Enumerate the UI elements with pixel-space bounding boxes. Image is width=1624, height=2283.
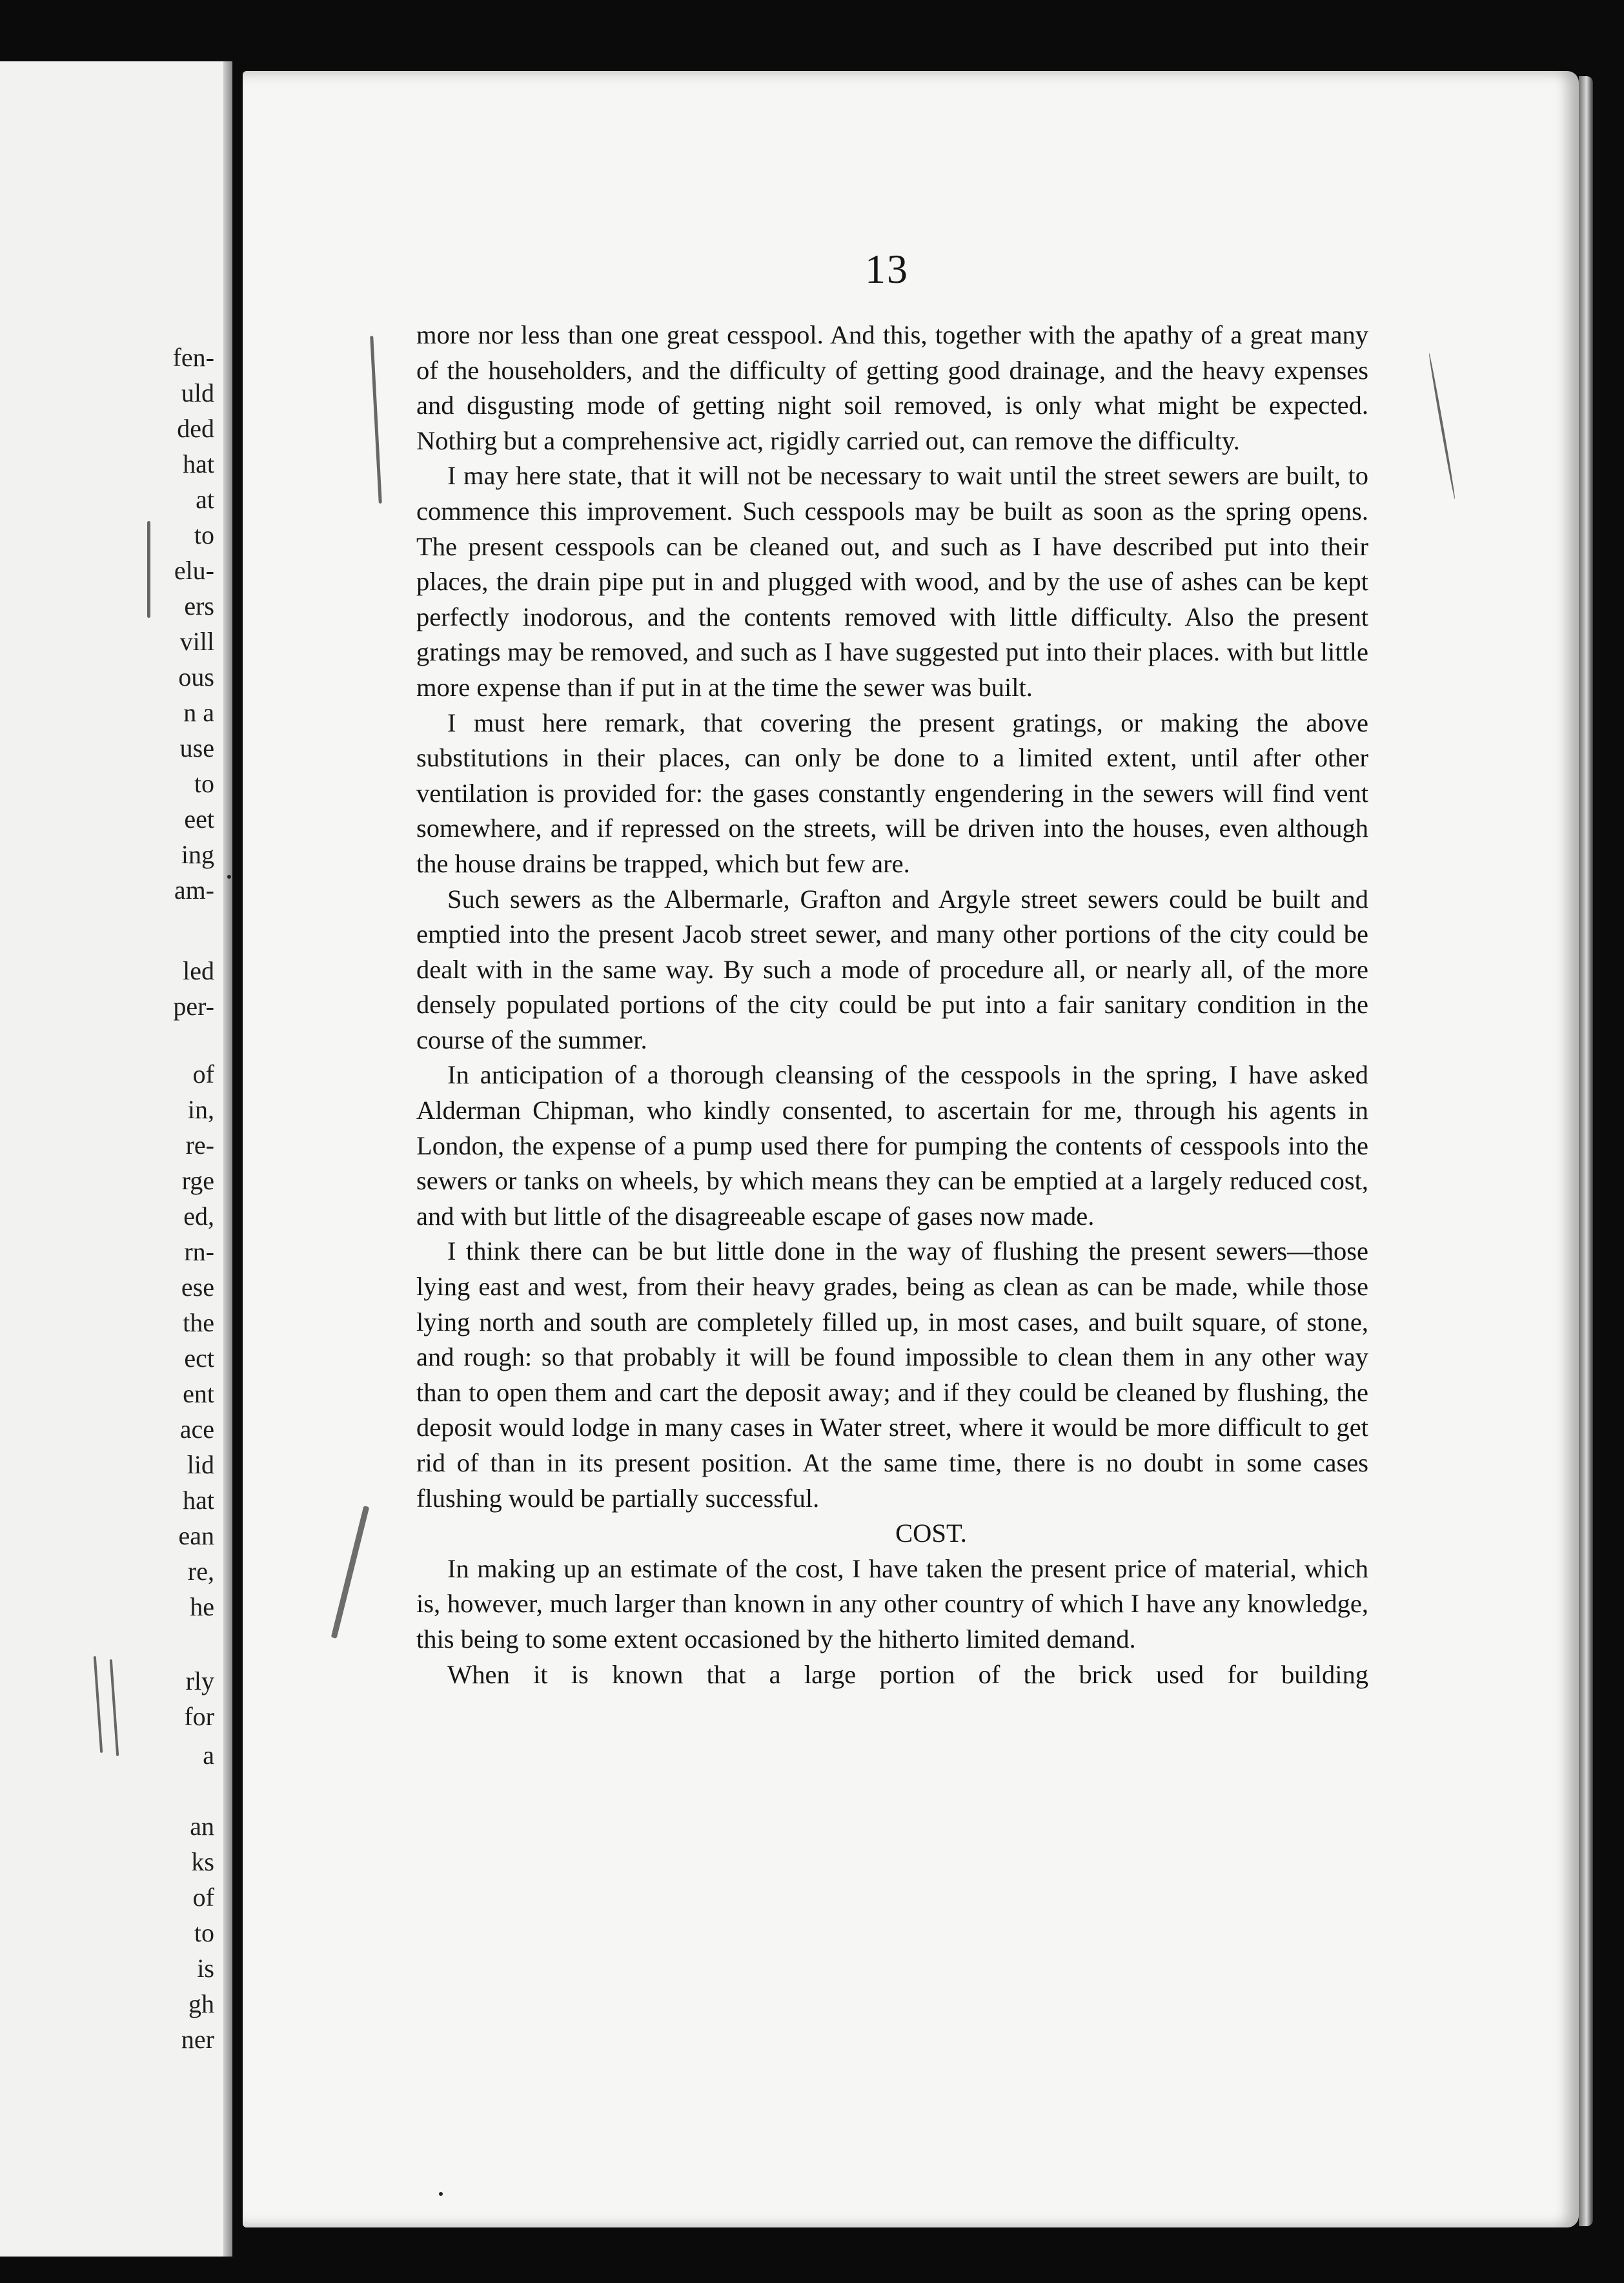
left-fragment: a <box>203 1741 214 1770</box>
left-fragment: an <box>190 1812 214 1841</box>
paragraph: Such sewers as the Albermarle, Grafton and Argyle street sewers could be built and emptied into the present Jacob street sewer, and many other portions of the city could be dealt with in the same way. By such a mode of procedure all, or nearly all, of the more densely populated portions of the city could be put into a fair sanitary condition in the course of the summer. <box>416 884 1368 1054</box>
left-fragment: hat <box>183 449 214 478</box>
left-facing-page <box>0 61 232 2257</box>
left-fragment: of <box>192 1883 214 1912</box>
paragraph: I think there can be but little done in the way of flushing the present sewers—those lying east and west, from their heavy grades, being as clean as can be made, while those lying north and south are completely filled up, in most cases, and built square, of stone, and rough: so that probably it will be found impossible to clean them in any other way than to open them and cart the deposit away; and if they could be cleaned by flushing, the deposit would lodge in many cases in Water street, where it would be more difficult to get rid of than in its present position. At the same time, there is no doubt in some cases flushing would be partially successful. <box>416 1236 1368 1513</box>
left-fragment: gh <box>188 1989 214 2018</box>
left-fragment: eet <box>184 804 214 834</box>
left-fragment: for <box>184 1702 214 1731</box>
left-fragment: the <box>183 1308 214 1337</box>
left-fragment: ers <box>184 591 214 620</box>
left-fragment: ean <box>178 1521 214 1550</box>
left-fragment: ect <box>184 1344 214 1373</box>
left-fragment: n a <box>183 698 214 727</box>
left-fragment: led <box>183 956 214 985</box>
left-fragment: ner <box>181 2025 214 2054</box>
left-fragment: at <box>196 485 214 514</box>
left-fragment: fen- <box>172 343 214 372</box>
left-fragment: to <box>194 1918 214 1947</box>
left-fragment: re- <box>185 1131 214 1160</box>
page-number: 13 <box>865 246 909 292</box>
left-fragment: ent <box>183 1379 214 1408</box>
left-fragment: vill <box>179 627 214 656</box>
left-fragment: per- <box>173 992 214 1021</box>
section-heading: COST. <box>895 1519 967 1548</box>
page-edge <box>1579 76 1593 2226</box>
left-fragment: ed, <box>183 1202 214 1231</box>
left-fragment: hat <box>183 1486 214 1515</box>
left-fragment: to <box>194 520 214 549</box>
left-fragment: ous <box>178 662 214 691</box>
left-fragment: is <box>197 1954 214 1983</box>
left-page-line-fragments <box>0 61 232 2257</box>
paragraph: When it is known that a large portion of the brick used for building <box>447 1659 1368 1689</box>
left-fragment: re, <box>187 1557 214 1586</box>
left-fragment: rly <box>185 1666 214 1695</box>
left-fragment: uld <box>181 378 214 407</box>
paragraph: In anticipation of a thorough cleansing of the cesspools in the spring, I have asked Alderman Chipman, who kindly consented, to ascertain for me, through his agents in London, the expense of a pump used there for pumping the contents of cesspools into the sewers or tanks on wheels, by which means they can be emptied at a largely reduced cost, and with but little of the disagreeable escape of gases now made. <box>416 1060 1368 1231</box>
left-fragment: lid <box>187 1450 214 1479</box>
left-fragment: rn- <box>184 1237 214 1266</box>
left-fragment: he <box>190 1592 214 1621</box>
left-fragment: to <box>194 769 214 798</box>
left-fragment: ded <box>177 414 214 443</box>
binding-mark <box>227 875 231 879</box>
left-fragment: ks <box>191 1847 214 1876</box>
paragraph: more nor less than one great cesspool. And this, together with the apathy of a great many of the householders, and the difficulty of getting good drainage, and the heavy expenses and disgusting mode of getting night soil removed, is only what might be expected. Nothirg but a comprehensive act, rigidly carried out, can remove the difficulty. <box>416 320 1368 455</box>
left-fragment: ing <box>181 840 214 869</box>
left-fragment: rge <box>181 1166 214 1195</box>
body-text <box>416 318 1368 1692</box>
left-fragment: ace <box>179 1415 214 1444</box>
pencil-mark <box>147 521 150 618</box>
left-fragment: ese <box>181 1273 214 1302</box>
left-fragment: in, <box>187 1095 214 1124</box>
paragraph: In making up an estimate of the cost, I have taken the present price of material, which is, however, much larger than known in any other country of which I have any knowledge, this being to some extent occasioned by the hitherto limited demand. <box>416 1553 1368 1653</box>
left-fragment: am- <box>174 875 214 905</box>
left-fragment: of <box>192 1060 214 1089</box>
paragraph: I must here remark, that covering the present gratings, or making the above substitutions in their places, can only be done to a limited extent, until after other ventilation is provided for: the gases constantly engendering in the sewers will find vent somewhere, and if repressed on the streets, will be driven into the houses, even although the house drains be trapped, which but few are. <box>416 708 1368 878</box>
paragraph: I may here state, that it will not be necessary to wait until the street sewers are built, to commence this improvement. Such cesspools may be built as soon as the spring opens. The present cesspools can be cleaned out, and such as I have described put into their places, the drain pipe put in and plugged with wood, and by the use of ashes can be kept perfectly inodorous, and the contents removed with little difficulty. Also the present gratings may be removed, and such as I have suggested put into their places. with but little more expense than if put in at the time the sewer was built. <box>416 461 1368 702</box>
ink-speck <box>439 2192 443 2196</box>
left-fragment: use <box>179 733 214 763</box>
left-fragment: elu- <box>174 556 214 585</box>
